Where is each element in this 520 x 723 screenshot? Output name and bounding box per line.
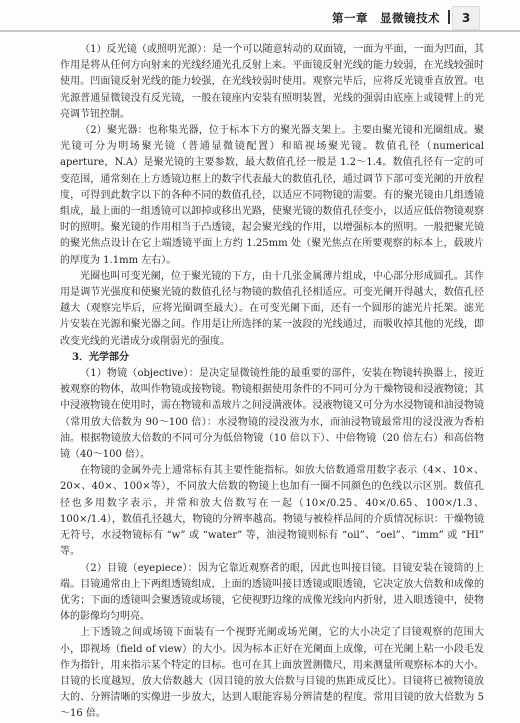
chapter-title: 第一章 显微镜技术: [332, 11, 440, 25]
paragraph-eyepiece: （2）目镜（eyepiece）：因为它靠近观察者的眼，因此也叫接目镜。目镜安装在镜筒的上端。目镜通常由上下两组透镜组成，上面的透镜叫接目透镜或眼透镜，它决定放大倍数和成像的优劣；下面的透镜叫会聚透镜或场镜，它使视野边缘的成像光线向内折射，进入眼透镜中，使物体的影像均匀明亮。: [60, 562, 484, 623]
paragraph-reflector: （1）反光镜（或照明光源）：是一个可以随意转动的双面镜，一面为平面，一面为凹面，其作用是将从任何方向射来的光线经通光孔反射上来。平面镜反射光线的能力较弱，在光线较强时使用。凹面镜反射光线的能力较强，在光线较弱时使用。观察完毕后，应将反光镜垂直放置。电光源普通显微镜没有反光镜，一般在镜座内安装有照明装置，光线的强弱由底座上或镜臂上的光亮调节钮控制。: [60, 44, 484, 120]
paragraph-objective: （1）物镜（objective）：是决定显微镜性能的最重要的部件，安装在物镜转换器上，接近被观察的物体，故叫作物镜或接物镜。物镜根据使用条件的不同可分为干燥物镜和浸液物镜；其中浸液物镜在使用时，需在物镜和盖玻片之间浸满液体。浸液物镜又可分为水浸物镜和油浸物镜（常用放大倍数为 90～100 倍）：水浸物镜的浸没液为水，而油浸物镜最常用的浸没液为香柏油。根据物镜放大倍数的不同可分为低倍物镜（10 倍以下）、中倍物镜（20 倍左右）和高倍物镜（40～100 倍）。: [60, 368, 484, 461]
paragraph-condenser: （2）聚光器：也称集光器，位于标本下方的聚光器支架上。主要由聚光镜和光圈组成。聚光镜可分为明场聚光镜（普通显微镜配置）和暗视场聚光镜。数值孔径（numerical aperture，N.A）是聚光镜的主要参数，最大数值孔径一般是 1.2～1.4。数值孔径有一定的可变范围，通常刻在上方透镜边框上的数字代表最大的数值孔径，通过调节下部可变光阑的开放程度，可得到此数字以下的各种不同的数值孔径，以适应不同物镜的需要。有的聚光镜由几组透镜组成，最上面的一组透镜可以卸掉或移出光路，使聚光镜的数值孔径变小，以适应低倍物镜观察时的照明。聚光镜的作用相当于凸透镜，起会聚光线的作用，以增强标本的照明。一般把聚光镜的聚光焦点设计在它上端透镜平面上方约 1.25mm 处（聚光焦点在所要观察的标本上，载玻片的厚度为 1.1mm 左右）。: [60, 125, 484, 266]
paragraph-aperture-diaphragm: 光圈也叫可变光阑，位于聚光镜的下方，由十几张金属薄片组成，中心部分形成圆孔。其作用是调节光强度和使聚光镜的数值孔径与物镜的数值孔径相适应。可变光阑开得越大，数值孔径越大（观察完毕后，应将光圈调至最大）。在可变光阑下面，还有一个圆形的滤光片托架。滤光片安装在光源和聚光器之间。作用是让所选择的某一波段的光线通过，而吸收掉其他的光线，即改变光线的光谱成分或削弱光的强度。: [60, 270, 484, 347]
section-heading-optics: 3．光学部分: [72, 351, 129, 363]
paragraph-objective-markings: 在物镜的金属外壳上通常标有其主要性能指标。如放大倍数通常用数字表示（4×、10×、20×、40×、100×等），不同放大倍数的物镜上也加有一圈不同颜色的色线以示区别。数值孔径也多用数字表示，并常和放大倍数写在一起（10×/0.25、40×/0.65、100×/1.3、100×/1.4），数值孔径越大，物镜的分辨率越高。物镜与被检样品间的介质情况标识：干燥物镜无符号，水浸物镜标有 “w” 或 “water” 等，油浸物镜则标有 “oil”、“oel”、“imm” 或 “HI” 等。: [60, 465, 484, 558]
paragraph-field-diaphragm: 上下透镜之间或场镜下面装有一个视野光阑或场光阑，它的大小决定了目镜观察的范围大小，即视场（field of view）的大小。因为标本正好在光阑面上成像，可在光阑上粘一小段毛发作为指针，用来指示某个特定的目标。也可在其上面放置测微尺，用来测量所观察标本的大小。目镜的长度越短，放大倍数越大（因目镜的放大倍数与目镜的焦距成反比）。目镜将已被物镜放大的、分辨清晰的实像进一步放大，达到人眼能容易分辨清楚的程度。常用目镜的放大倍数为 5～16 倍。: [60, 627, 484, 720]
header-rule: [0, 30, 520, 32]
header-separator: [448, 10, 450, 24]
page-body: [60, 42, 484, 723]
page-number: 3: [452, 6, 480, 30]
page-header: [0, 0, 520, 36]
